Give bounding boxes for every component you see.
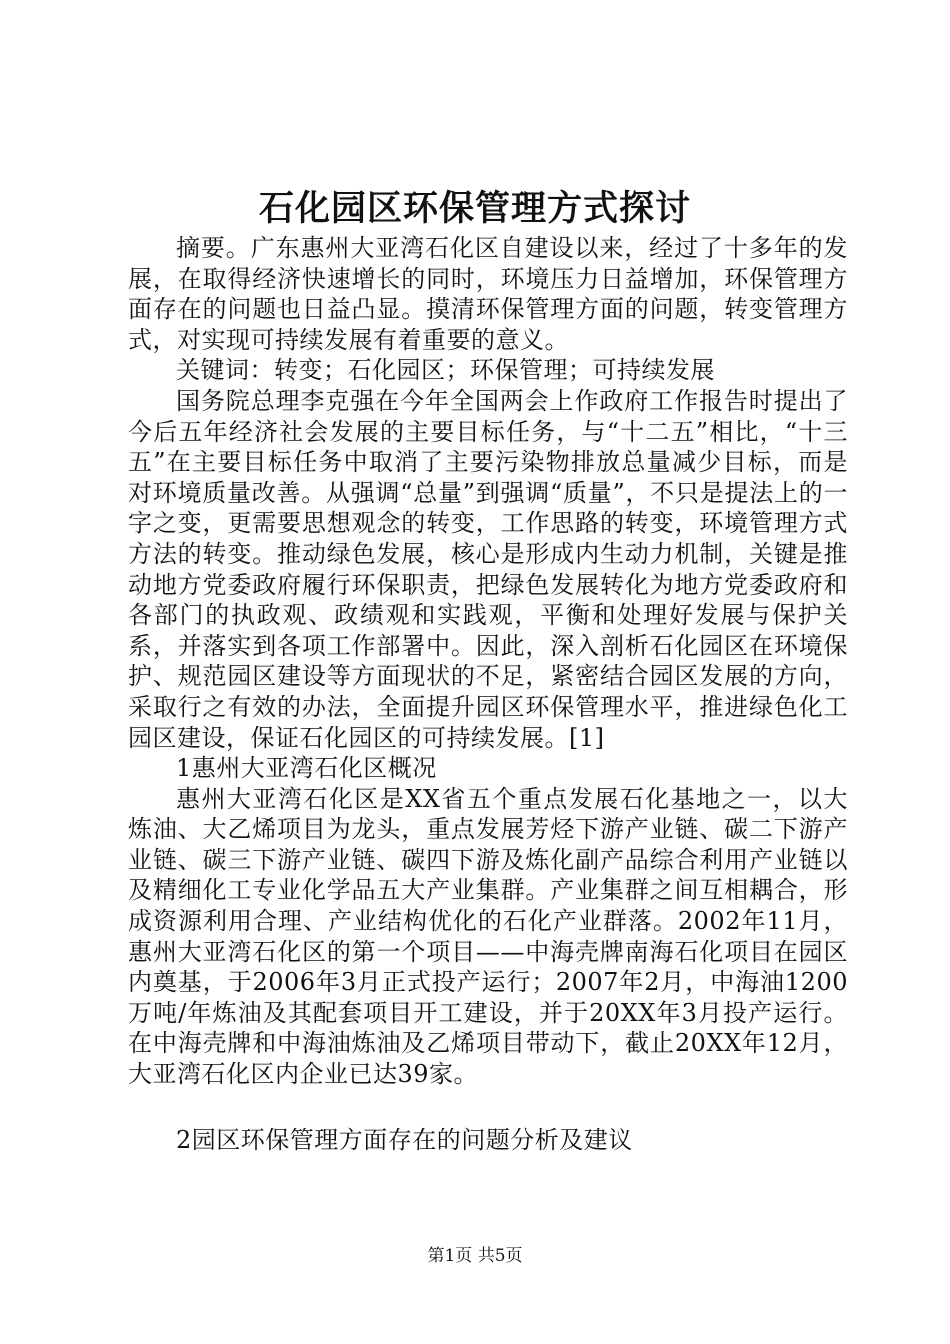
section-heading-2: 2园区环保管理方面存在的问题分析及建议 bbox=[176, 1125, 633, 1154]
section-1-paragraph: 惠州大亚湾石化区是XX省五个重点发展石化基地之一，以大炼油、大乙烯项目为龙头，重点发展芳烃下游产业链、碳二下游产业链、碳三下游产业链、碳四下游及炼化副产品综合利用产业链以及精细化工专业化学品五大产业集群。产业集群之间互相耦合，形成资源利用合理、产业结构优化的石化产业群落。2002年11月，惠州大亚湾石化区的第一个项目——中海壳牌南海石化项目在园区内奠基，于2006年3月正式投产运行；2007年2月，中海油1200万吨/年炼油及其配套项目开工建设，并于20XX年3月投产运行。在中海壳牌和中海油炼油及乙烯项目带动下，截止20XX年12月，大亚湾石化区内企业已达39家。 bbox=[128, 784, 848, 1089]
keywords-paragraph: 关键词：转变；石化园区；环保管理；可持续发展 bbox=[176, 356, 715, 385]
page-footer: 第1页 共5页 bbox=[427, 1246, 523, 1266]
paragraph-spacer bbox=[128, 1090, 848, 1125]
document-body bbox=[128, 233, 848, 1155]
document-title: 石化园区环保管理方式探讨 bbox=[258, 188, 691, 229]
intro-paragraph: 国务院总理李克强在今年全国两会上作政府工作报告时提出了今后五年经济社会发展的主要目标任务，与“十二五”相比，“十三五”在主要目标任务中取消了主要污染物排放总量减少目标，而是对环境质量改善。从强调“总量”到强调“质量”，不只是提法上的一字之变，更需要思想观念的转变，工作思路的转变，环境管理方式方法的转变。推动绿色发展，核心是形成内生动力机制，关键是推动地方党委政府履行环保职责，把绿色发展转化为地方党委政府和各部门的执政观、政绩观和实践观，平衡和处理好发展与保护关系，并落实到各项工作部署中。因此，深入剖析石化园区在环境保护、规范园区建设等方面现状的不足，紧密结合园区发展的方向，采取行之有效的办法，全面提升园区环保管理水平，推进绿色化工园区建设，保证石化园区的可持续发展。[1] bbox=[128, 386, 848, 752]
section-heading-1: 1惠州大亚湾石化区概况 bbox=[176, 754, 437, 783]
abstract-paragraph: 摘要。广东惠州大亚湾石化区自建设以来，经过了十多年的发展，在取得经济快速增长的同时，环境压力日益增加，环保管理方面存在的问题也日益凸显。摸清环保管理方面的问题，转变管理方式，对实现可持续发展有着重要的意义。 bbox=[128, 234, 848, 354]
